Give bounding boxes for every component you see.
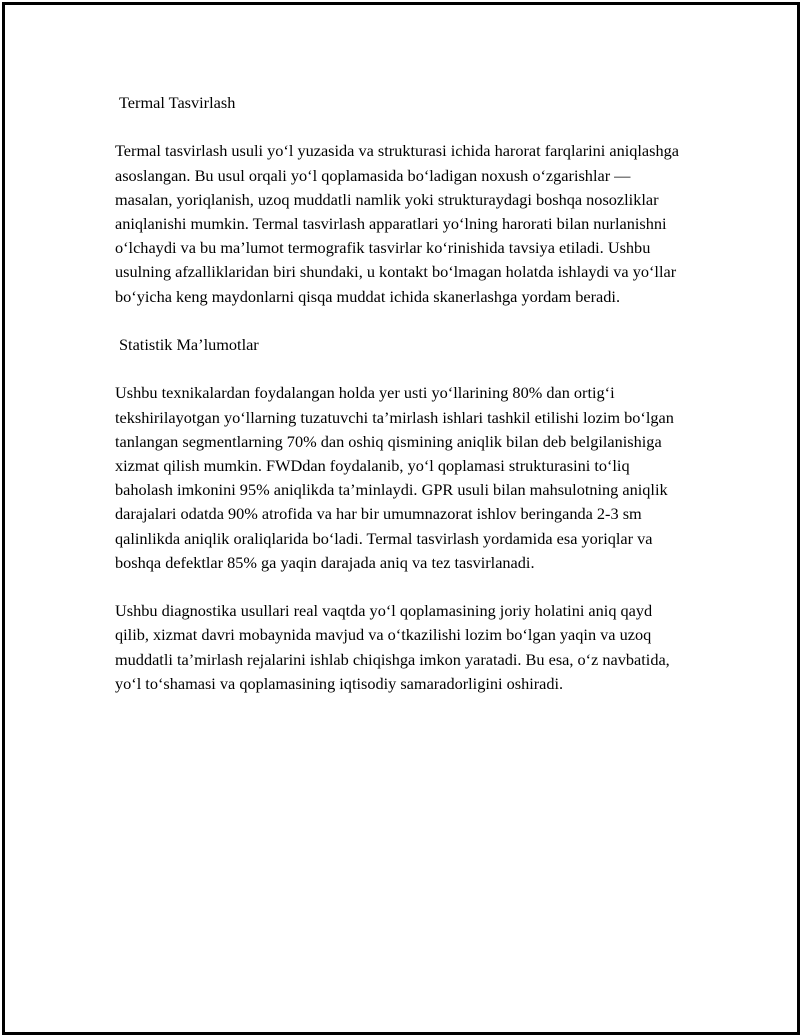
document-body — [115, 91, 690, 696]
spacer — [115, 115, 690, 139]
section-heading-statistics: Statistik Ma’lumotlar — [119, 335, 259, 354]
spacer — [115, 309, 690, 333]
paragraph-statistics: Ushbu texnikalardan foydalangan holda yer usti yo‘llarining 80% dan ortig‘i tekshirilayotgan yo‘llarning tuzatuvchi ta’mirlash ishlari tashkil etilishi lozim bo‘lgan tanlangan segmentlarning 70% dan oshiq qismining aniqlik bilan deb belgilanishiga xizmat qilish mumkin. FWDdan foydalanib, yo‘l qoplamasi strukturasini to‘liq baholash imkonini 95% aniqlikda ta’minlaydi. GPR usuli bilan mahsulotning aniqlik darajalari odatda 90% atrofida va har bir umumnazorat ishlov beringanda 2-3 sm qalinlikda aniqlik oraliqlarida bo‘ladi. Termal tasvirlash yordamida esa yoriqlar va boshqa defektlar 85% ga yaqin darajada aniq va tez tasvirlanadi. — [115, 383, 674, 572]
paragraph-thermal-imaging: Termal tasvirlash usuli yo‘l yuzasida va strukturasi ichida harorat farqlarini aniqlashga asoslangan. Bu usul orqali yo‘l qoplamasida bo‘ladigan noxush o‘zgarishlar — masalan, yoriqlanish, uzoq muddatli namlik yoki strukturaydagi boshqa nosozliklar aniqlanishi mumkin. Termal tasvirlash apparatlari yo‘lning harorati bilan nurlanishni o‘lchaydi va bu ma’lumot termografik tasvirlar ko‘rinishida tavsiya etiladi. Ushbu usulning afzalliklaridan biri shundaki, u kontakt bo‘lmagan holatda ishlaydi va yo‘llar bo‘yicha keng maydonlarni qisqa muddat ichida skanerlashga yordam beradi. — [115, 141, 679, 306]
section-heading-thermal-imaging: Termal Tasvirlash — [119, 93, 236, 112]
paragraph-conclusion: Ushbu diagnostika usullari real vaqtda yo‘l qoplamasining joriy holatini aniq qayd qilib, xizmat davri mobaynida mavjud va o‘tkazilishi lozim bo‘lgan yaqin va uzoq muddatli ta’mirlash rejalarini ishlab chiqishga imkon yaratadi. Bu esa, o‘z navbatida, yo‘l to‘shamasi va qoplamasining iqtisodiy samaradorligini oshiradi. — [115, 601, 670, 693]
spacer — [115, 357, 690, 381]
spacer — [115, 575, 690, 599]
